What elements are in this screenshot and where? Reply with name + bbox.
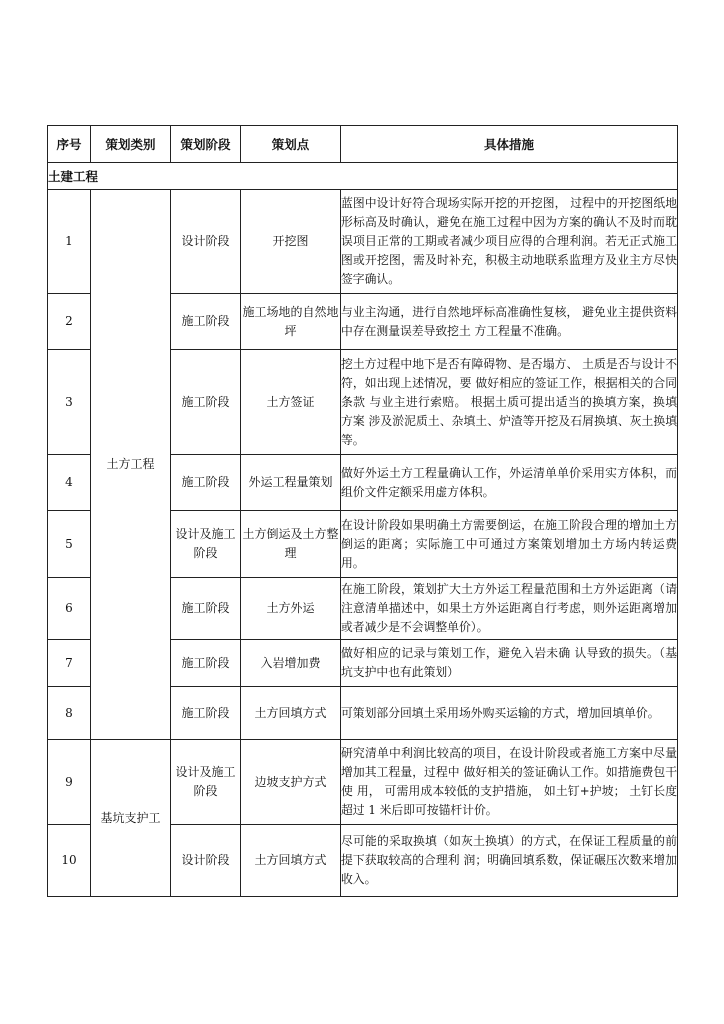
row-measure: 研究清单中利润比较高的项目，在设计阶段或者施工方案中尽量增加其工程量，过程中 做好相关的签证确认工作。如措施费包干使 用， 可需用成本较低的支护措施， 如土钉+护坡； 土钉长度超过 1 米后即可按锚杆计价。 <box>341 740 678 825</box>
section-row <box>48 163 678 190</box>
row-stage: 施工阶段 <box>171 687 241 740</box>
table-row <box>48 190 678 294</box>
row-stage: 设计及施工阶段 <box>171 511 241 578</box>
group-earthwork: 土方工程 <box>91 190 171 740</box>
row-point: 开挖图 <box>241 190 341 294</box>
row-measure: 与业主沟通，进行自然地坪标高准确性复核， 避免业主提供资料中存在测量误差导致挖土 方工程量不准确。 <box>341 294 678 350</box>
header-category: 策划类别 <box>91 126 171 163</box>
row-point: 边坡支护方式 <box>241 740 341 825</box>
measures-table <box>47 125 678 897</box>
row-no: 2 <box>48 294 91 350</box>
row-no: 5 <box>48 511 91 578</box>
row-measure: 挖土方过程中地下是否有障碍物、是否塌方、 土质是否与设计不符，如出现上述情况，要 做好相应的签证工作，根据相关的合同条款 与业主进行索赔。 根据土质可提出适当的换填方案，换填方案 涉及淤泥质土、杂填土、炉渣等开挖及石屑换填、灰土换填等。 <box>341 350 678 455</box>
row-stage: 施工阶段 <box>171 640 241 687</box>
row-measure: 在施工阶段，策划扩大土方外运工程量范围和土方外运距离（请注意清单描述中，如果土方外运距离自行考虑，则外运距离增加或者减少是不会调整单价）。 <box>341 578 678 640</box>
row-point: 土方倒运及土方整理 <box>241 511 341 578</box>
row-measure: 在设计阶段如果明确土方需要倒运，在施工阶段合理的增加土方倒运的距离；实际施工中可通过方案策划增加土方场内转运费用。 <box>341 511 678 578</box>
row-no: 9 <box>48 740 91 825</box>
row-stage: 施工阶段 <box>171 455 241 511</box>
row-point: 土方回填方式 <box>241 825 341 897</box>
row-no: 4 <box>48 455 91 511</box>
row-point: 土方外运 <box>241 578 341 640</box>
row-no: 7 <box>48 640 91 687</box>
row-point: 土方签证 <box>241 350 341 455</box>
row-stage: 施工阶段 <box>171 294 241 350</box>
header-stage: 策划阶段 <box>171 126 241 163</box>
row-no: 8 <box>48 687 91 740</box>
row-point: 施工场地的自然地坪 <box>241 294 341 350</box>
row-no: 3 <box>48 350 91 455</box>
row-stage: 设计阶段 <box>171 825 241 897</box>
row-measure: 蓝图中设计好符合现场实际开挖的开挖图， 过程中的开挖图纸地形标高及时确认，避免在施工过程中因为方案的确认不及时而耽误项目正常的工期或者减少项目应得的合理利润。若无正式施工图或开挖图，需及时补充，积极主动地联系监理方及业主方尽快签字确认。 <box>341 190 678 294</box>
row-no: 6 <box>48 578 91 640</box>
row-stage: 施工阶段 <box>171 350 241 455</box>
row-measure: 可策划部分回填土采用场外购买运输的方式，增加回填单价。 <box>341 687 678 740</box>
group-pit-support: 基坑支护工 <box>91 740 171 897</box>
header-row <box>48 126 678 163</box>
row-stage: 设计阶段 <box>171 190 241 294</box>
row-stage: 施工阶段 <box>171 578 241 640</box>
row-point: 外运工程量策划 <box>241 455 341 511</box>
header-no: 序号 <box>48 126 91 163</box>
row-point: 土方回填方式 <box>241 687 341 740</box>
row-measure: 做好相应的记录与策划工作，避免入岩未确 认导致的损失。（基坑支护中也有此策划） <box>341 640 678 687</box>
header-point: 策划点 <box>241 126 341 163</box>
table-row <box>48 740 678 825</box>
header-measure: 具体措施 <box>341 126 678 163</box>
row-point: 入岩增加费 <box>241 640 341 687</box>
row-measure: 做好外运土方工程量确认工作，外运清单单价采用实方体积，而组价文件定额采用虚方体积。 <box>341 455 678 511</box>
row-measure: 尽可能的采取换填（如灰土换填）的方式，在保证工程质量的前提下获取较高的合理利 润；明确回填系数，保证碾压次数来增加收入。 <box>341 825 678 897</box>
row-stage: 设计及施工阶段 <box>171 740 241 825</box>
row-no: 10 <box>48 825 91 897</box>
row-no: 1 <box>48 190 91 294</box>
section-title: 土建工程 <box>48 163 678 190</box>
